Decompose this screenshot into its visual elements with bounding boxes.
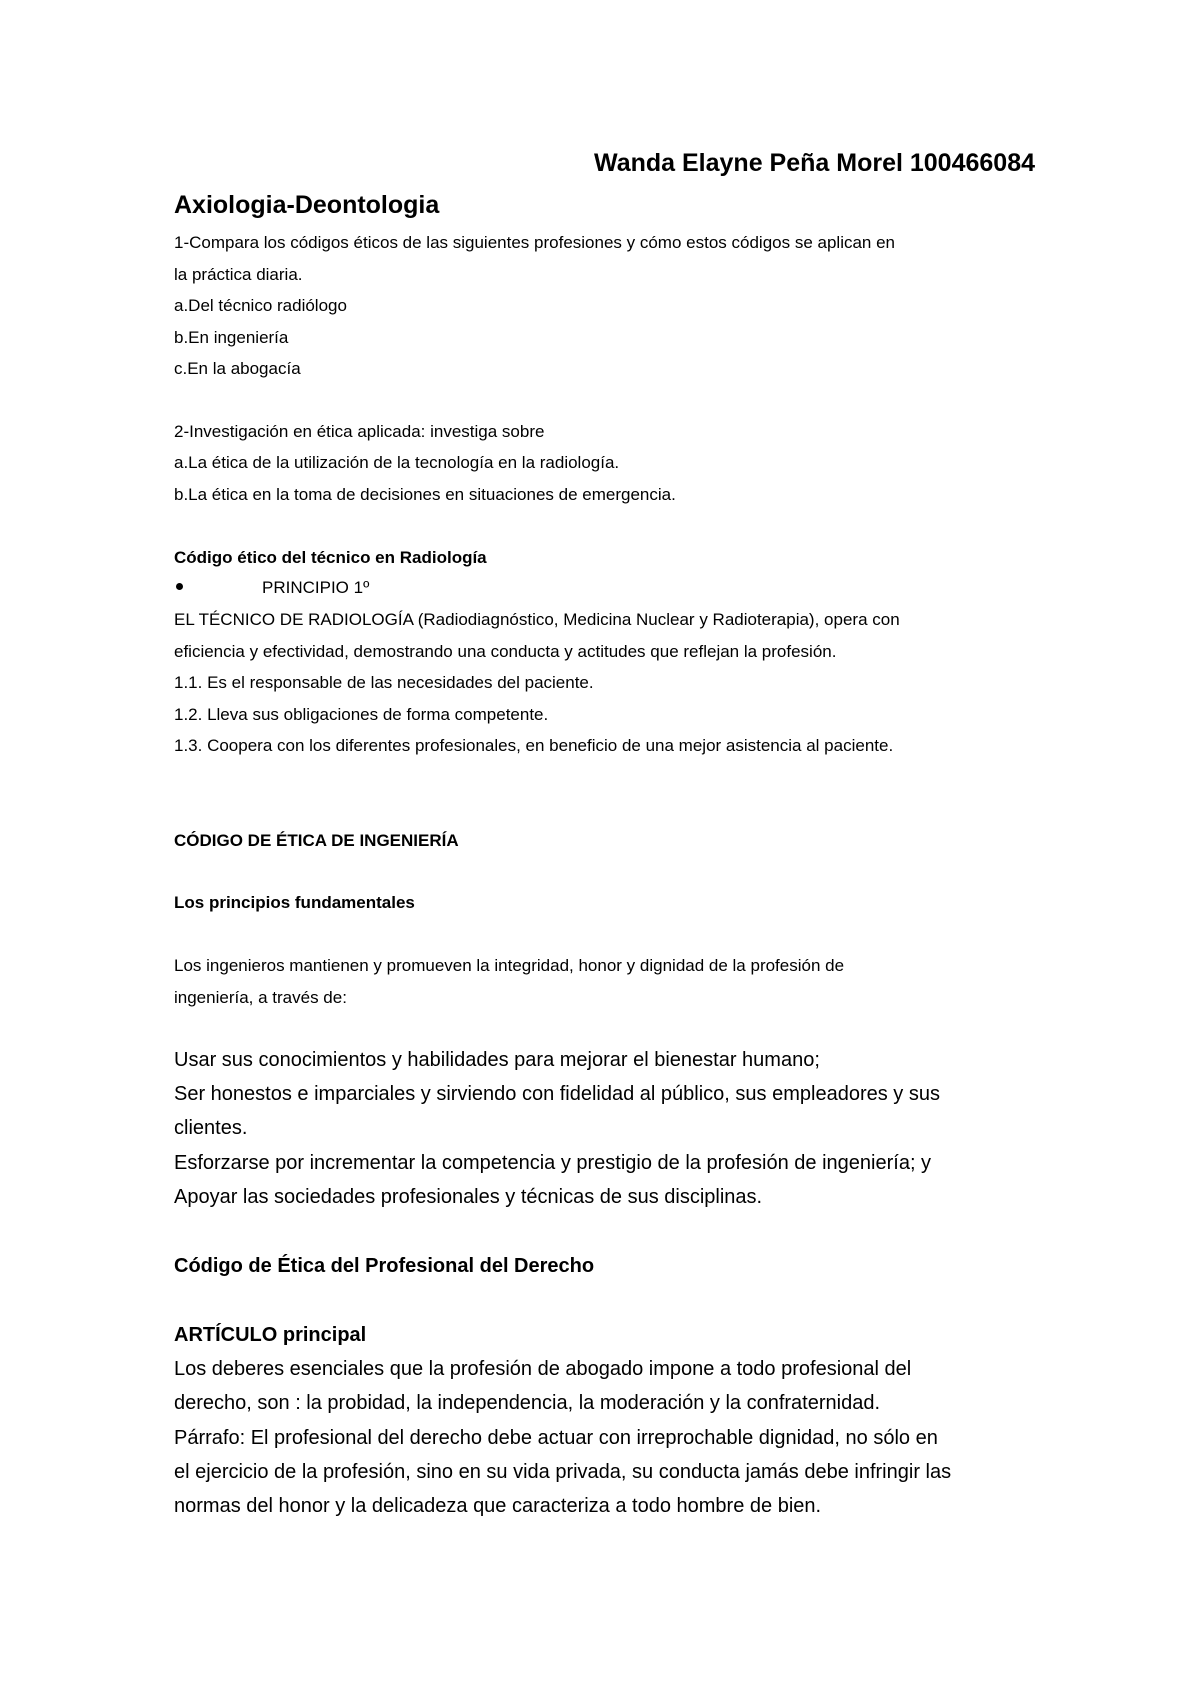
law-paragraph-line-1: Los deberes esenciales que la profesión de abogado impone a todo profesional del — [174, 1358, 912, 1380]
engineering-principle-4: Apoyar las sociedades profesionales y técnicas de sus disciplinas. — [174, 1186, 763, 1208]
radiology-section-title: Código ético del técnico en Radiología — [174, 548, 487, 567]
radiology-item-1-1: 1.1. Es el responsable de las necesidades del paciente. — [174, 673, 594, 692]
bullet-icon — [176, 583, 183, 590]
radiology-paragraph-line-2: eficiencia y efectividad, demostrando una conducta y actitudes que reflejan la profesión. — [174, 642, 837, 661]
engineering-principle-3: Esforzarse por incrementar la competencia y prestigio de la profesión de ingeniería; y — [174, 1152, 932, 1174]
question-1-line-1: 1-Compara los códigos éticos de las siguientes profesiones y cómo estos códigos se aplican en — [174, 233, 896, 252]
engineering-intro-line-1: Los ingenieros mantienen y promueven la integridad, honor y dignidad de la profesión de — [174, 956, 845, 975]
law-section-title: Código de Ética del Profesional del Derecho — [174, 1255, 595, 1277]
engineering-principle-1: Usar sus conocimientos y habilidades para mejorar el bienestar humano; — [174, 1049, 820, 1071]
radiology-paragraph-line-1: EL TÉCNICO DE RADIOLOGÍA (Radiodiagnóstico, Medicina Nuclear y Radioterapia), opera con — [174, 610, 900, 629]
principle-label: PRINCIPIO 1º — [262, 578, 370, 597]
question-2-option-a: a.La ética de la utilización de la tecnología en la radiología. — [174, 453, 620, 472]
subject-title: Axiologia-Deontologia — [174, 191, 440, 219]
law-paragraph-line-5: normas del honor y la delicadeza que caracteriza a todo hombre de bien. — [174, 1495, 822, 1517]
question-1-line-2: la práctica diaria. — [174, 265, 303, 284]
radiology-item-1-3: 1.3. Coopera con los diferentes profesionales, en beneficio de una mejor asistencia al paciente. — [174, 736, 894, 755]
engineering-principle-2-line-1: Ser honestos e imparciales y sirviendo con fidelidad al público, sus empleadores y sus — [174, 1083, 940, 1105]
engineering-intro-line-2: ingeniería, a través de: — [174, 988, 347, 1007]
radiology-item-1-2: 1.2. Lleva sus obligaciones de forma competente. — [174, 705, 549, 724]
question-1-option-c: c.En la abogacía — [174, 359, 301, 378]
engineering-subtitle: Los principios fundamentales — [174, 893, 415, 912]
engineering-section-title: CÓDIGO DE ÉTICA DE INGENIERÍA — [174, 831, 459, 850]
question-1-option-b: b.En ingeniería — [174, 328, 289, 347]
question-1-option-a: a.Del técnico radiólogo — [174, 296, 347, 315]
question-2-intro: 2-Investigación en ética aplicada: investiga sobre — [174, 422, 545, 441]
engineering-principle-2-line-2: clientes. — [174, 1117, 248, 1139]
principle-list-item — [174, 578, 369, 598]
law-paragraph-line-3: Párrafo: El profesional del derecho debe actuar con irreprochable dignidad, no sólo en — [174, 1427, 938, 1449]
law-paragraph-line-4: el ejercicio de la profesión, sino en su vida privada, su conducta jamás debe infringir las — [174, 1461, 952, 1483]
law-article-heading: ARTÍCULO principal — [174, 1324, 367, 1346]
question-2-option-b: b.La ética en la toma de decisiones en situaciones de emergencia. — [174, 485, 676, 504]
law-paragraph-line-2: derecho, son : la probidad, la independencia, la moderación y la confraternidad. — [174, 1392, 881, 1414]
author-name: Wanda Elayne Peña Morel 100466084 — [594, 149, 1035, 177]
